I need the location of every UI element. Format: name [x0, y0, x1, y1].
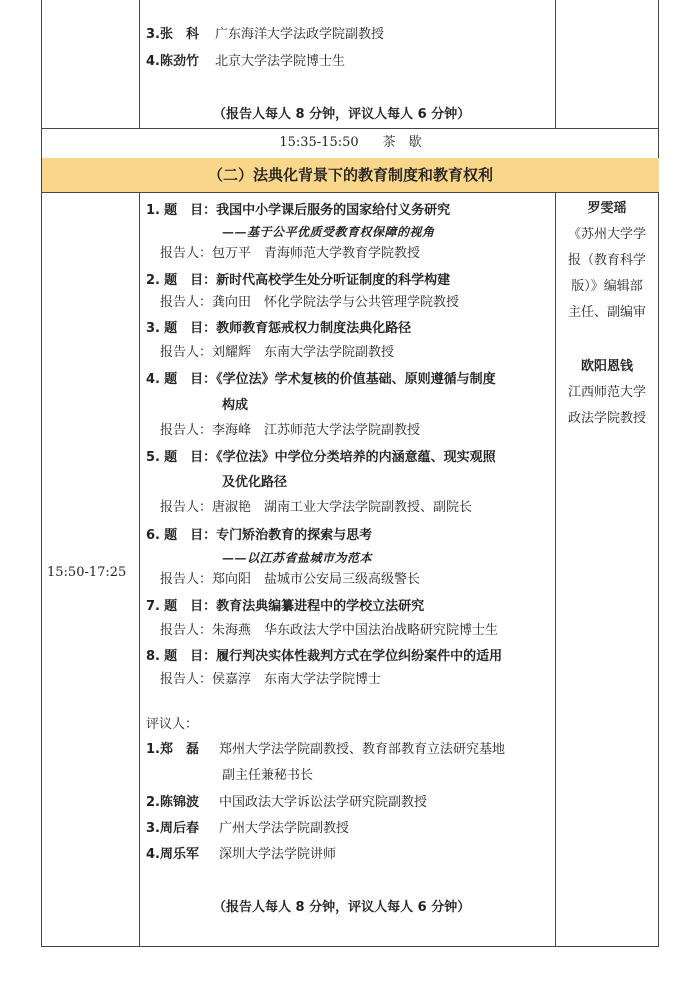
- moderator-block: [556, 354, 658, 432]
- moderator-affil-line: 主任、副编审: [567, 305, 646, 320]
- speaker-row: 3.张 科 广东海洋大学法政学院副教授: [146, 27, 385, 42]
- reporter-row: 报告人：唐淑艳 湖南工业大学法学院副教授、副院长: [160, 500, 473, 515]
- commentator-row: 2.陈锦波 中国政法大学诉讼法学研究院副教授: [146, 795, 428, 810]
- talk-title-row: 4. 题 目：《学位法》学术复核的价值基础、原则遵循与制度: [146, 372, 496, 387]
- time-note: （报告人每人 8 分钟，评议人每人 6 分钟）: [213, 900, 471, 915]
- reporter-row: 报告人：郑向阳 盐城市公安局三级高级警长: [160, 572, 421, 587]
- reporter-row: 报告人：李海峰 江苏师范大学法学院副教授: [160, 423, 421, 438]
- moderator-affil-line: 政法学院教授: [567, 411, 646, 426]
- divider: [41, 946, 659, 947]
- moderator-name: 罗雯瑶: [587, 201, 627, 216]
- divider: [41, 192, 659, 193]
- talk-title-row: 3. 题 目：教师教育惩戒权力制度法典化路径: [146, 321, 412, 336]
- talk-title-row: 8. 题 目：履行判决实体性裁判方式在学位纠纷案件中的适用: [146, 649, 503, 664]
- talk-title-row: 6. 题 目：专门矫治教育的探索与思考: [146, 528, 373, 543]
- commentator-row: 4.周乐军 深圳大学法学院讲师: [146, 847, 337, 862]
- talk-title-continued: 及优化路径: [222, 475, 288, 490]
- speaker-row: 4.陈劲竹 北京大学法学院博士生: [146, 54, 346, 69]
- moderator-affil-line: 江西师范大学: [567, 385, 646, 400]
- divider: [555, 0, 556, 128]
- reporter-row: 报告人：刘耀辉 东南大学法学院副教授: [160, 345, 395, 360]
- time-note: （报告人每人 8 分钟，评议人每人 6 分钟）: [213, 107, 471, 122]
- divider: [139, 192, 140, 947]
- moderator-name: 欧阳恩钱: [580, 359, 633, 374]
- moderator-affil-line: 版）》编辑部: [571, 279, 643, 294]
- moderator-affil-line: 《苏州大学学: [567, 227, 646, 242]
- talk-title-continued: 构成: [222, 398, 249, 413]
- reporter-row: 报告人：侯嘉淳 东南大学法学院博士: [160, 672, 382, 687]
- moderator-affil-line: 报（教育科学: [567, 253, 646, 268]
- talk-title-row: 2. 题 目：新时代高校学生处分听证制度的科学构建: [146, 273, 451, 288]
- section-title: （二）法典化背景下的教育制度和教育权利: [207, 166, 493, 184]
- divider: [139, 0, 140, 128]
- reporter-row: 报告人：朱海燕 华东政法大学中国法治战略研究院博士生: [160, 623, 499, 638]
- commentator-row: 3.周后春 广州大学法学院副教授: [146, 821, 350, 836]
- reporter-row: 报告人：包万平 青海师范大学教育学院教授: [160, 246, 421, 261]
- session-time: 15:50-17:25: [47, 565, 127, 580]
- commentators-label: 评议人：: [146, 717, 199, 732]
- commentator-row: 1.郑 磊 郑州大学法学院副教授、教育部教育立法研究基地: [146, 742, 506, 757]
- talk-title-row: 1. 题 目：我国中小学课后服务的国家给付义务研究: [146, 203, 451, 218]
- reporter-row: 报告人：龚向田 怀化学院法学与公共管理学院教授: [160, 295, 460, 310]
- tea-break-row: 15:35-15:50 茶 歇: [279, 135, 422, 150]
- commentator-affil-continued: 副主任兼秘书长: [222, 768, 314, 783]
- moderator-block: [556, 196, 658, 326]
- talk-subtitle: ——基于公平优质受教育权保障的视角: [222, 225, 435, 239]
- talk-subtitle: ——以江苏省盐城市为范本: [222, 551, 373, 565]
- talk-title-row: 7. 题 目：教育法典编纂进程中的学校立法研究: [146, 599, 425, 614]
- talk-title-row: 5. 题 目：《学位法》中学位分类培养的内涵意蕴、现实观照: [146, 450, 496, 465]
